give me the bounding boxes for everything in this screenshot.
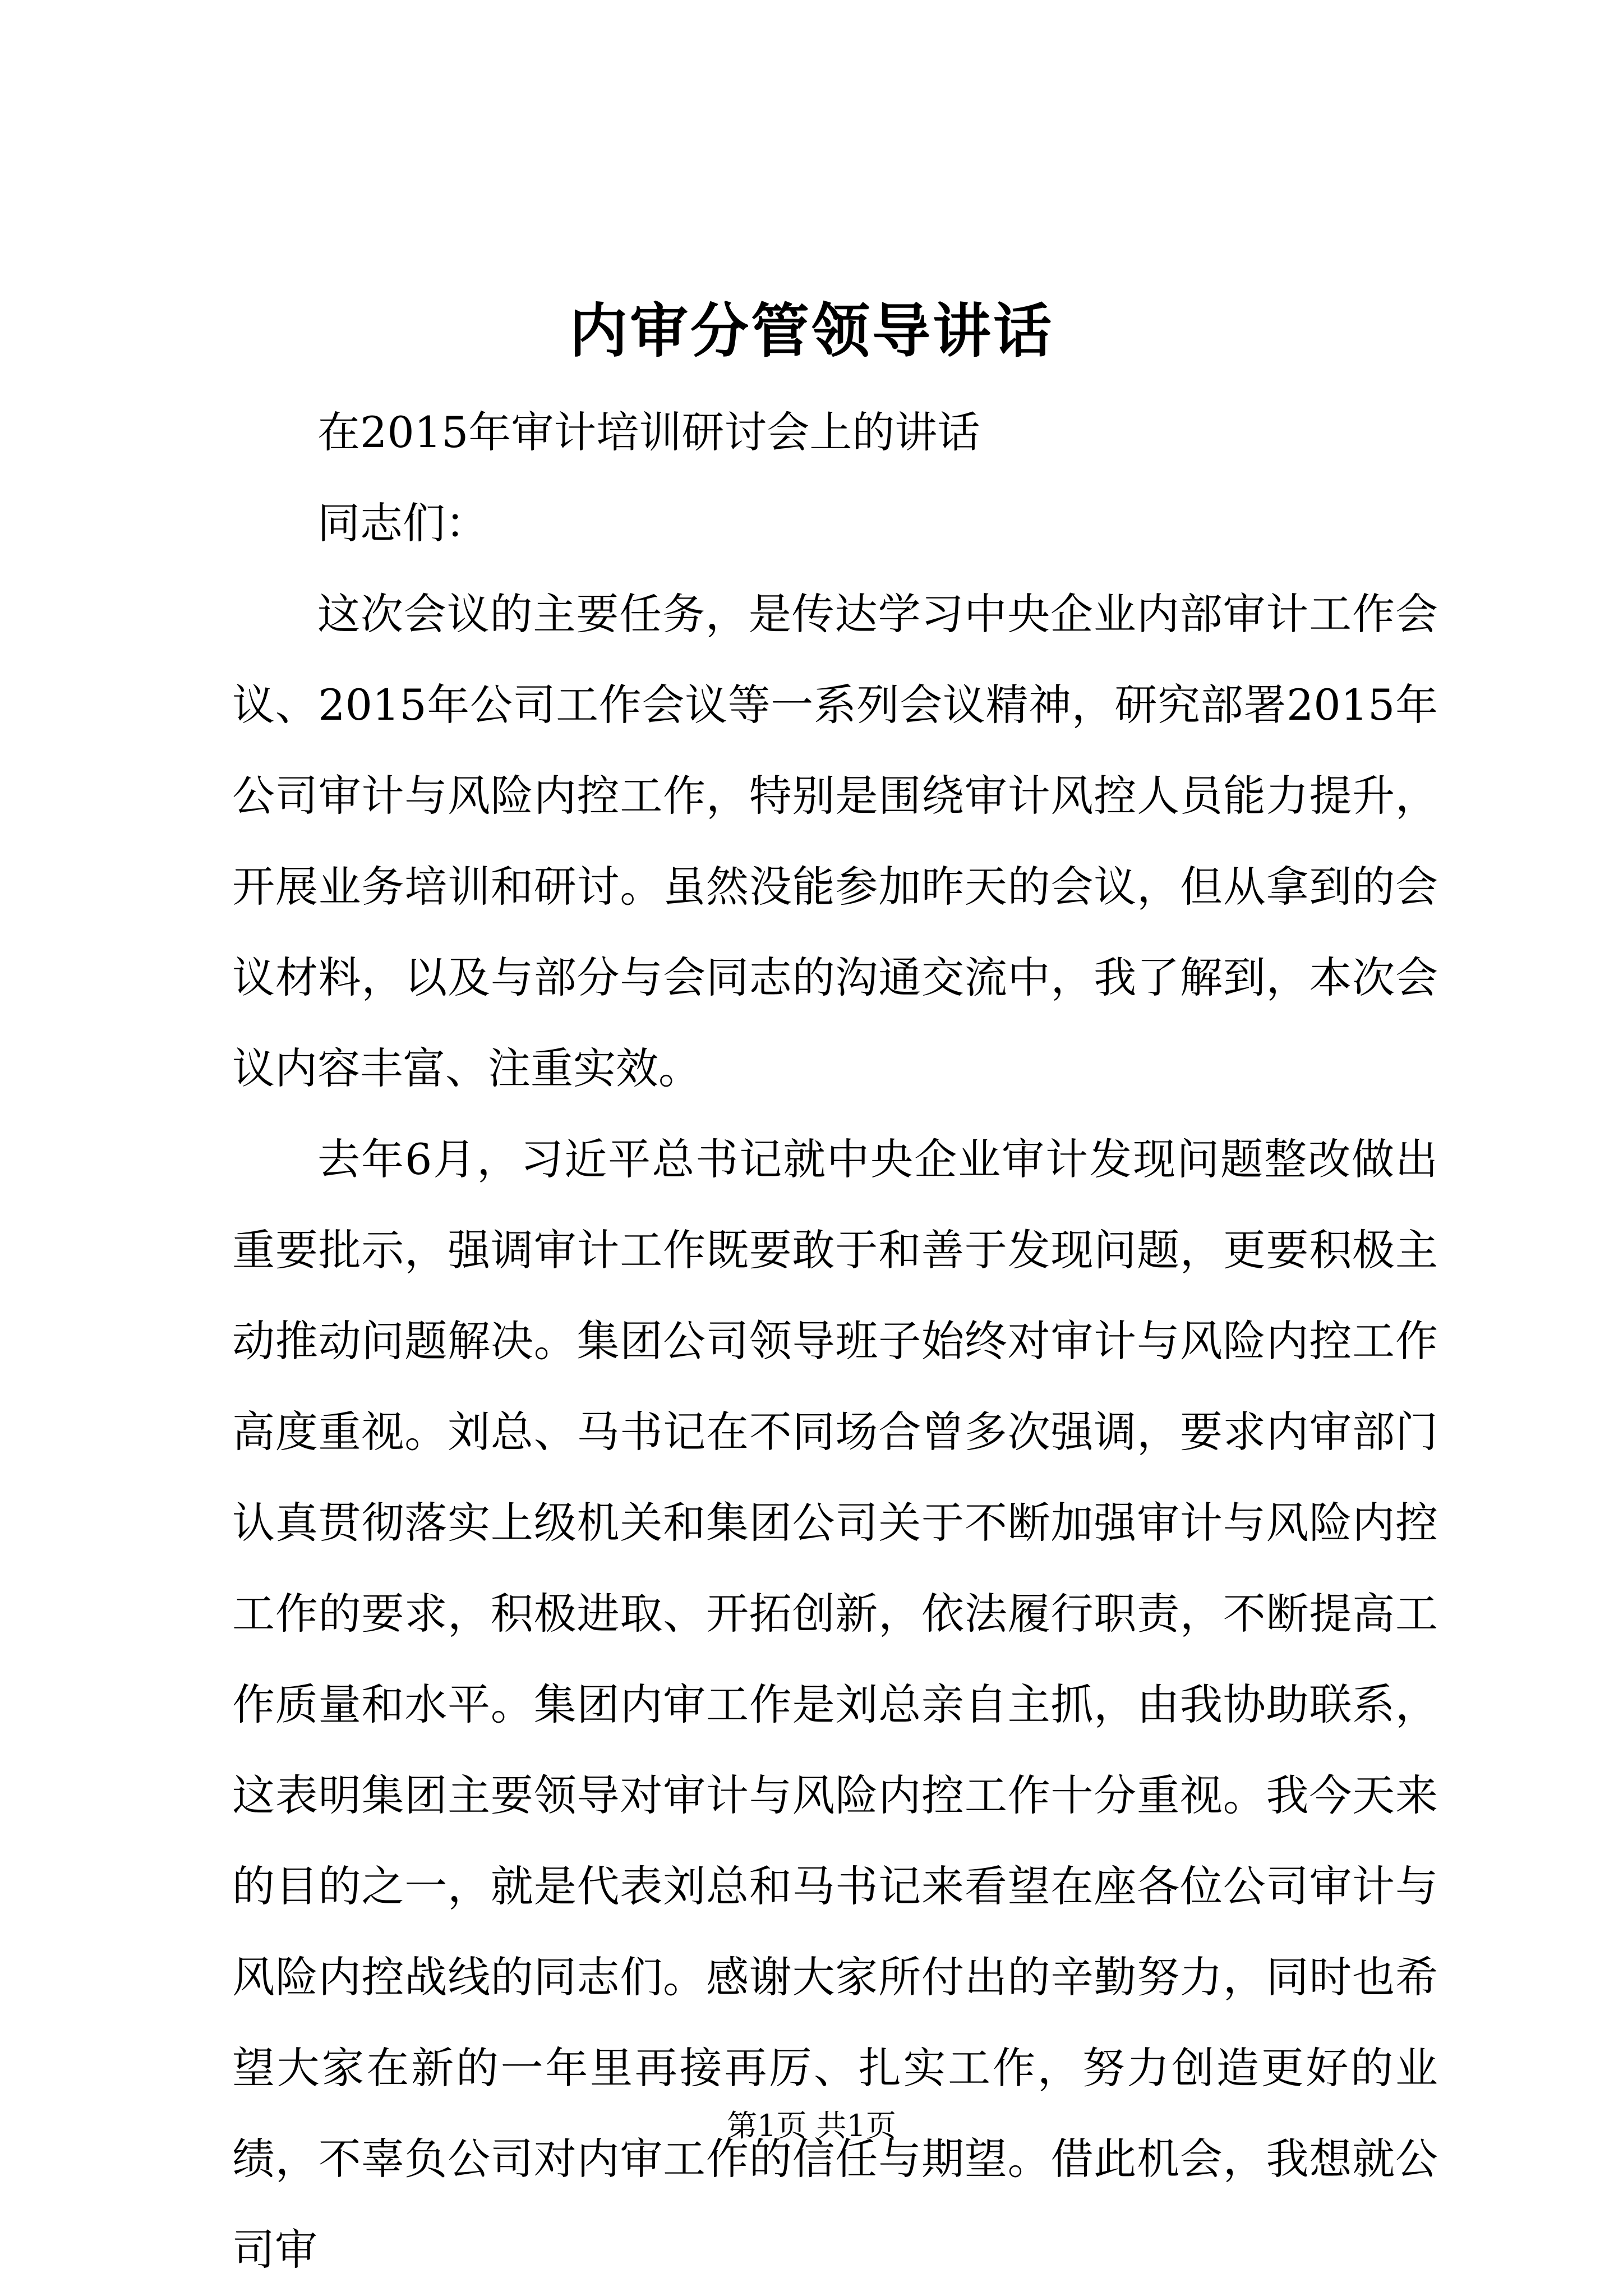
salutation: 同志们： xyxy=(317,498,488,548)
document-body xyxy=(232,387,1438,2295)
document-title: 内审分管领导讲话 xyxy=(569,296,1054,365)
body-paragraph: 这次会议的主要任务，是传达学习中央企业内部审计工作会议、2015年公司工作会议等一系列会议精神，研究部署2015年公司审计与风险内控工作，特别是围绕审计风控人员能力提升，开展业务培训和研讨。虽然没能参加昨天的会议，但从拿到的会议材料，以及与部分与会同志的沟通交流中，我了解到，本次会议内容丰富、注重实效。 xyxy=(232,589,1438,1093)
speech-subtitle: 在2015年审计培训研讨会上的讲话 xyxy=(317,407,980,457)
body-paragraph: 去年6月，习近平总书记就中央企业审计发现问题整改做出重要批示，强调审计工作既要敢于和善于发现问题，更要积极主动推动问题解决。集团公司领导班子始终对审计与风险内控工作高度重视。刘总、马书记在不同场合曾多次强调，要求内审部门认真贯彻落实上级机关和集团公司关于不断加强审计与风险内控工作的要求，积极进取、开拓创新，依法履行职责，不断提高工作质量和水平。集团内审工作是刘总亲自主抓，由我协助联系，这表明集团主要领导对审计与风险内控工作十分重视。我今天来的目的之一，就是代表刘总和马书记来看望在座各位公司审计与风险内控战线的同志们。感谢大家所付出的辛勤努力，同时也希望大家在新的一年里再接再厉、扎实工作，努力创造更好的业绩，不辜负公司对内审工作的信任与期望。借此机会，我想就公司审 xyxy=(232,1134,1438,2275)
page-number-footer: 第1页 共1页 xyxy=(727,2108,896,2143)
